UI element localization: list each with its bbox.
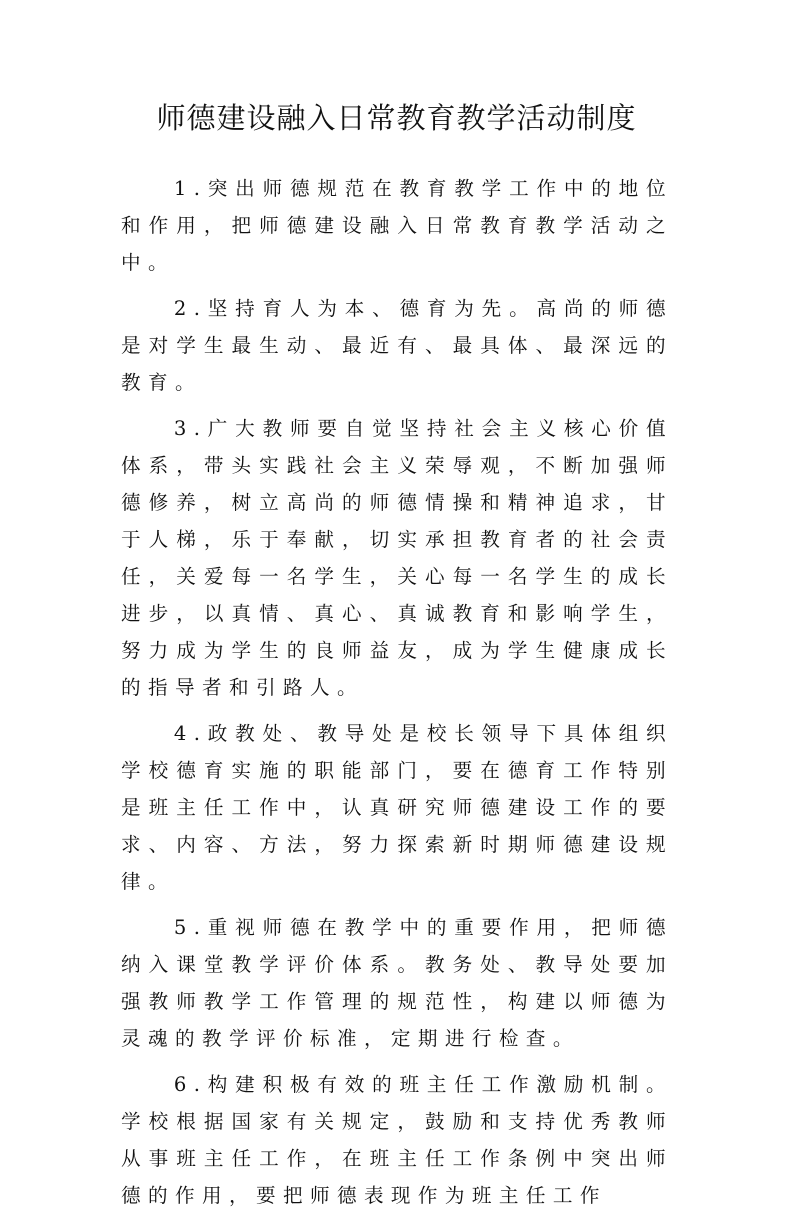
paragraph-4: 4.政教处、教导处是校长领导下具体组织学校德育实施的职能部门，要在德育工作特别是班主任工作中，认真研究师德建设工作的要求、内容、方法，努力探索新时期师德建设规律。 <box>121 722 673 893</box>
document-title: 师德建设融入日常教育教学活动制度 <box>156 101 637 135</box>
paragraph-1: 1.突出师德规范在教育教学工作中的地位和作用，把师德建设融入日常教育教学活动之中。 <box>121 177 673 274</box>
document-body <box>121 170 673 1223</box>
paragraph-2: 2.坚持育人为本、德育为先。高尚的师德是对学生最生动、最近有、最具体、最深远的教育。 <box>121 297 673 394</box>
paragraph-5: 5.重视师德在教学中的重要作用，把师德纳入课堂教学评价体系。教务处、教导处要加强教师教学工作管理的规范性，构建以师德为灵魂的教学评价标准，定期进行检查。 <box>121 916 673 1050</box>
paragraph-3: 3.广大教师要自觉坚持社会主义核心价值体系，带头实践社会主义荣辱观，不断加强师德修养，树立高尚的师德情操和精神追求，甘于人梯，乐于奉献，切实承担教育者的社会责任，关爱每一名学生，关心每一名学生的成长进步，以真情、真心、真诚教育和影响学生，努力成为学生的良师益友，成为学生健康成长的指导者和引路人。 <box>121 417 673 699</box>
paragraph-6: 6.构建积极有效的班主任工作激励机制。学校根据国家有关规定，鼓励和支持优秀教师从事班主任工作，在班主任工作条例中突出师德的作用，要把师德表现作为班主任工作 <box>121 1073 673 1207</box>
